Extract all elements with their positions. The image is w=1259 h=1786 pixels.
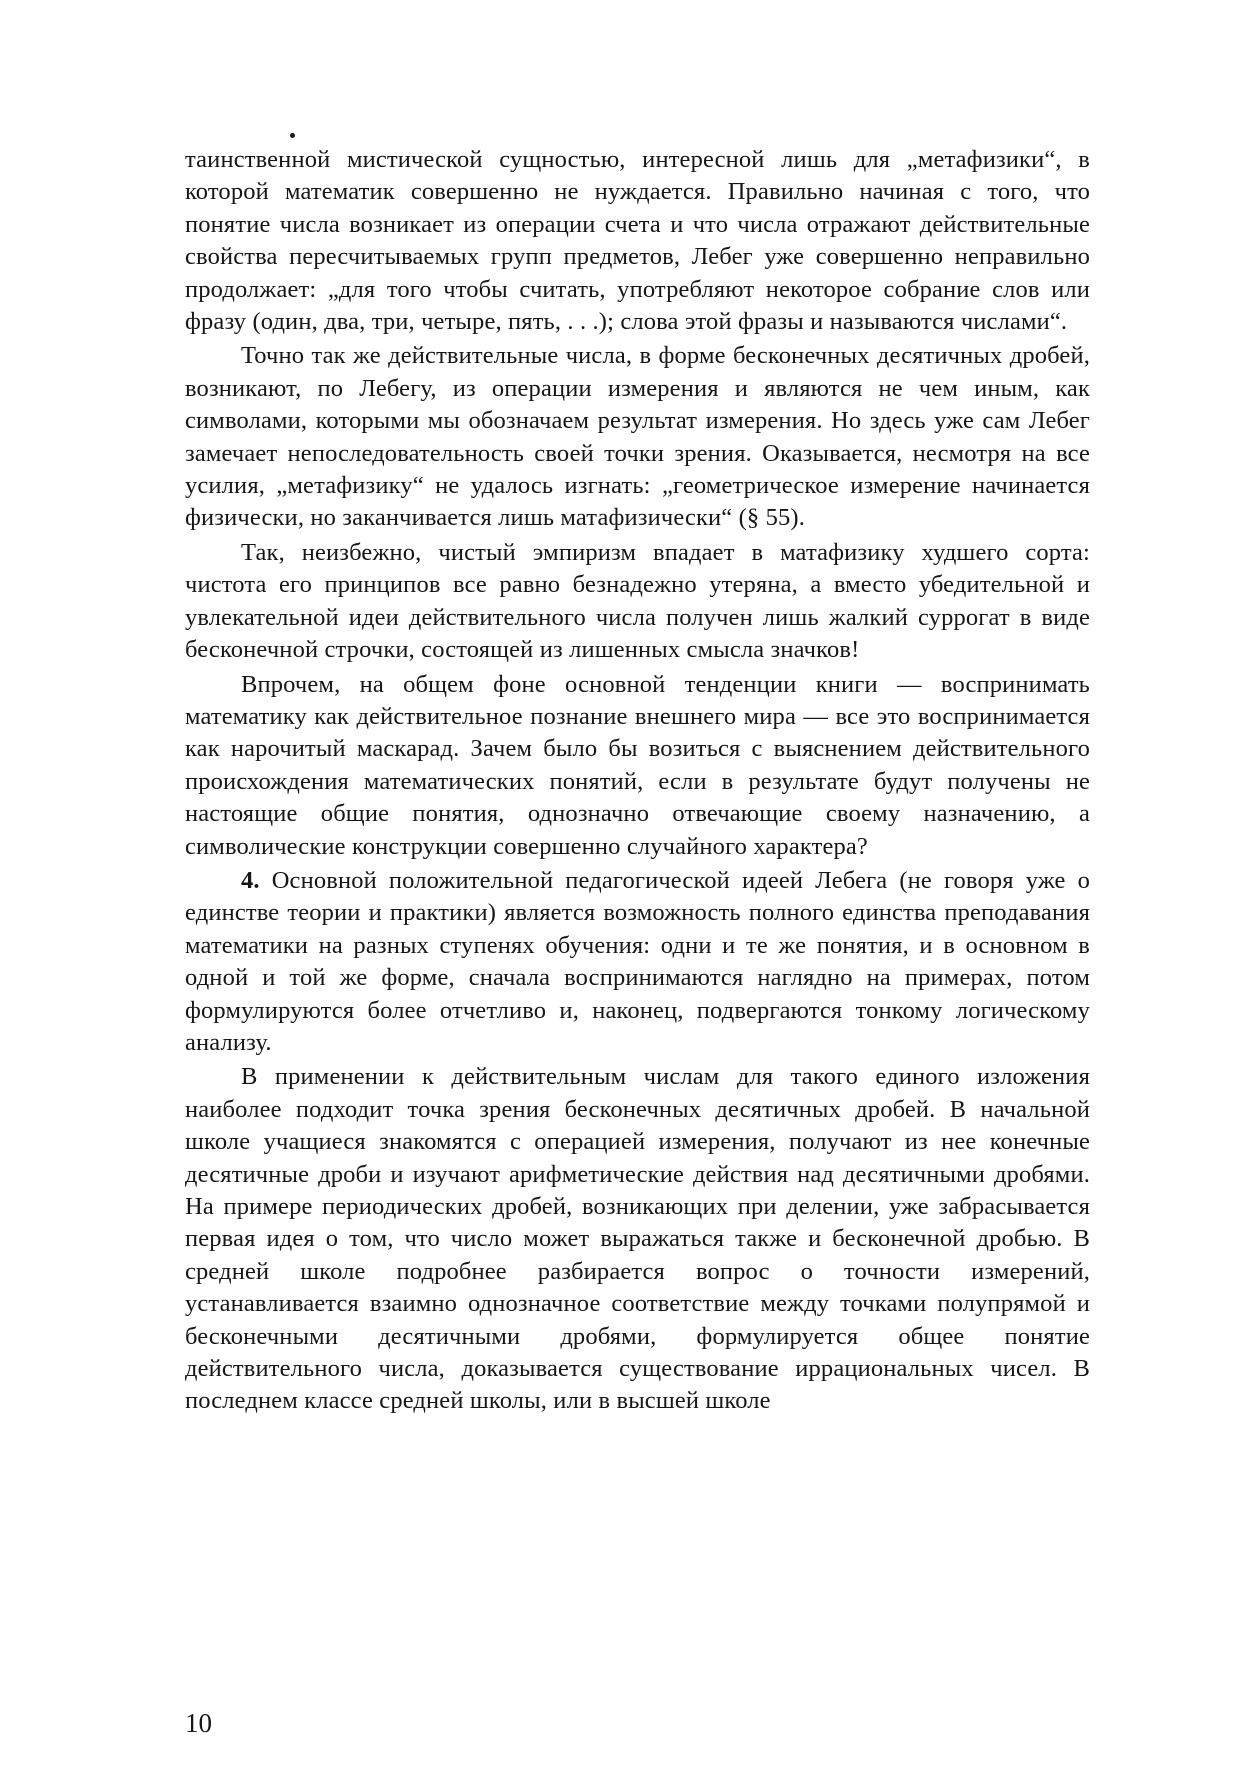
paragraph-text: Впрочем, на общем фоне основной тенденции книги — воспринимать математику как действительное познание внешнего мира — все это воспринимается как нарочитый маскарад. Зачем было бы возиться с выяснением действительного происхождения математических понятий, если в результате будут получены не настоящие общие понятия, однозначно отвечающие своему назначению, а символические конструкции совершенно случайного характера? — [185, 670, 1090, 860]
page-number: 10 — [185, 1708, 212, 1738]
numbered-paragraph — [185, 865, 1090, 1059]
paragraph — [185, 537, 1090, 667]
body-text — [185, 144, 1090, 1420]
paragraph-text: Точно так же действительные числа, в форме бесконечных десятичных дробей, возникают, по Лебегу, из операции измерения и являются не чем иным, как символами, которыми мы обозначаем результат измерения. Но здесь уже сам Лебег замечает непоследовательность своей точки зрения. Оказывается, несмотря на все усилия, „метафизику“ не удалось изгнать: „геометрическое измерение начинается физически, но заканчивается лишь матафизически“ (§ 55). — [185, 342, 1090, 532]
paragraph — [185, 144, 1090, 338]
print-dot-mark — [290, 133, 295, 138]
paragraph — [185, 669, 1090, 863]
paragraph-text: Так, неизбежно, чистый эмпиризм впадает в матафизику худшего сорта: чистота его принципов все равно безнадежно утеряна, а вместо убедительной и увлекательной идеи действительного числа получен лишь жалкий суррогат в виде бесконечной строчки, состоящей из лишенных смысла значков! — [185, 538, 1090, 664]
paragraph — [185, 1061, 1090, 1417]
paragraph-text: В применении к действительным числам для такого единого изложения наиболее подходит точка зрения бесконечных десятичных дробей. В начальной школе учащиеся знакомятся с операцией измерения, получают из нее конечные десятичные дроби и изучают арифметические действия над десятичными дробями. На примере периодических дробей, возникающих при делении, уже забрасывается первая идея о том, что число может выражаться также и бесконечной дробью. В средней школе подробнее разбирается вопрос о точности измерений, устанавливается взаимно однозначное соответствие между точками полупрямой и бесконечными десятичными дробями, формулируется общее понятие действительного числа, доказывается существование иррациональных чисел. В последнем классе средней школы, или в высшей школе — [185, 1063, 1090, 1415]
section-number: 4. — [241, 866, 260, 894]
paragraph — [185, 340, 1090, 534]
paragraph-text: таинственной мистической сущностью, интересной лишь для „метафизики“, в которой математик совершенно не нуждается. Правильно начиная с того, что понятие числа возникает из операции счета и что числа отражают действительные свойства пересчитываемых групп предметов, Лебег уже совершенно неправильно продолжает: „для того чтобы считать, употребляют некоторое собрание слов или фразу (один, два, три, четыре, пять, . . .); слова этой фразы и называются числами“. — [185, 146, 1090, 336]
paragraph-text: Основной положительной педагогической идеей Лебега (не говоря уже о единстве теории и практики) является возможность полного единства преподавания математики на разных ступенях обучения: одни и те же понятия, и в основном в одной и той же форме, сначала воспринимаются наглядно на примерах, потом формулируются более отчетливо и, наконец, подвергаются тонкому логическому анализу. — [185, 866, 1091, 1056]
